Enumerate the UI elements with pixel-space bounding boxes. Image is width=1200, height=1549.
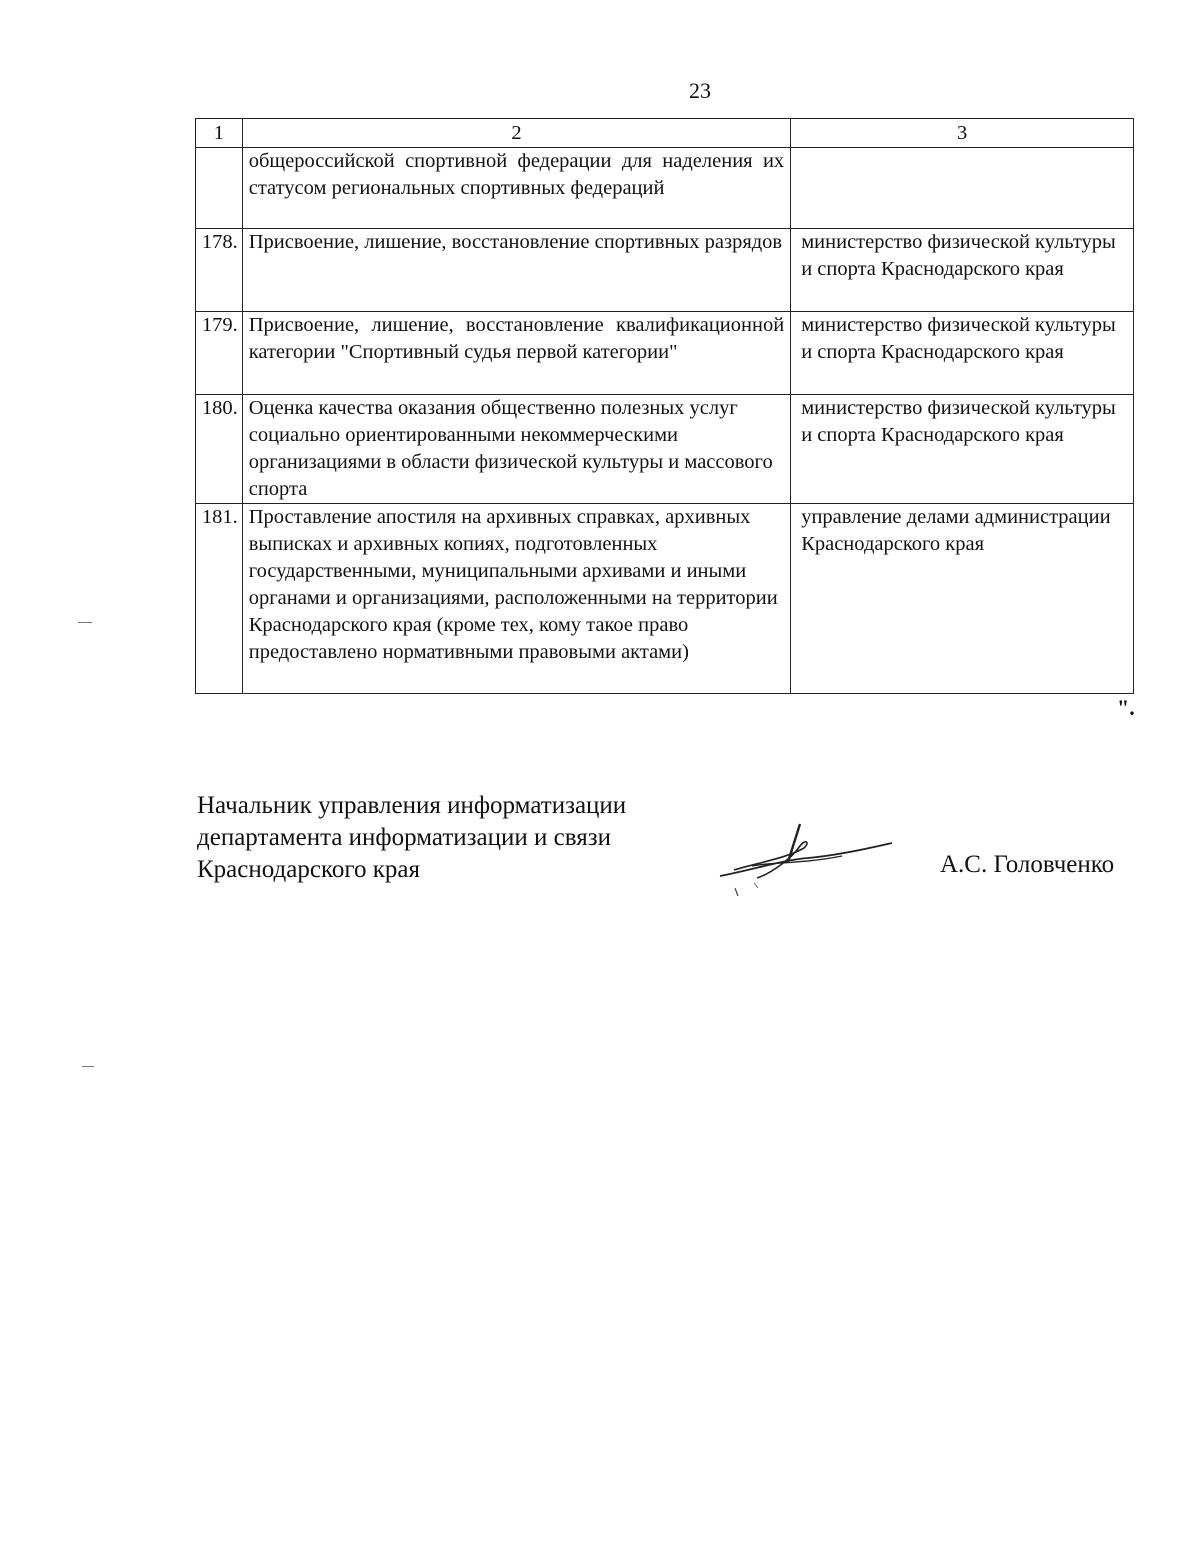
closing-quote-mark: ". <box>1117 695 1135 720</box>
scan-artifact <box>82 1066 94 1067</box>
table-header-cell: 3 <box>791 119 1134 148</box>
table-header-row <box>196 119 1134 148</box>
signatory-name: А.С. Головченко <box>940 851 1115 878</box>
handwritten-signature <box>712 818 897 898</box>
row-service-text: Присвоение, лишение, восстановление квалификационной категории "Спортивный судья первой категории" <box>242 312 790 395</box>
row-authority: министерство физической культуры и спорта Краснодарского края <box>791 395 1134 504</box>
table-row <box>196 312 1134 395</box>
row-authority: министерство физической культуры и спорта Краснодарского края <box>791 229 1134 312</box>
row-authority: министерство физической культуры и спорта Краснодарского края <box>791 312 1134 395</box>
table-row <box>196 148 1134 229</box>
row-number: 180. <box>196 395 243 504</box>
row-service-text: Проставление апостиля на архивных справках, архивных выписках и архивных копиях, подготовленных государственными, муниципальными архивами и иными органами и организациями, расположенными на территории Краснодарского края (кроме тех, кому такое право предоставлено нормативными правовыми актами) <box>242 504 790 694</box>
services-table <box>195 118 1134 694</box>
table-header-cell: 2 <box>242 119 790 148</box>
row-service-text: Оценка качества оказания общественно полезных услуг социально ориентированными некоммерческими организациями в области физической культуры и массового спорта <box>242 395 790 504</box>
signatory-position <box>197 790 626 886</box>
position-line: департамента информатизации и связи <box>197 824 611 851</box>
position-line: Краснодарского края <box>197 856 420 883</box>
row-service-text: Присвоение, лишение, восстановление спортивных разрядов <box>242 229 790 312</box>
position-line: Начальник управления информатизации <box>197 792 627 819</box>
row-number: 181. <box>196 504 243 694</box>
row-number: 178. <box>196 229 243 312</box>
row-number: 179. <box>196 312 243 395</box>
scan-artifact <box>78 622 92 623</box>
row-authority <box>791 148 1134 229</box>
table-header-cell: 1 <box>196 119 243 148</box>
row-service-text: общероссийской спортивной федерации для наделения их статусом региональных спортивных федераций <box>242 148 790 229</box>
table-row <box>196 395 1134 504</box>
page-number: 23 <box>689 78 711 103</box>
table-row <box>196 504 1134 694</box>
table-row <box>196 229 1134 312</box>
row-authority: управление делами администрации Краснодарского края <box>791 504 1134 694</box>
row-number <box>196 148 243 229</box>
